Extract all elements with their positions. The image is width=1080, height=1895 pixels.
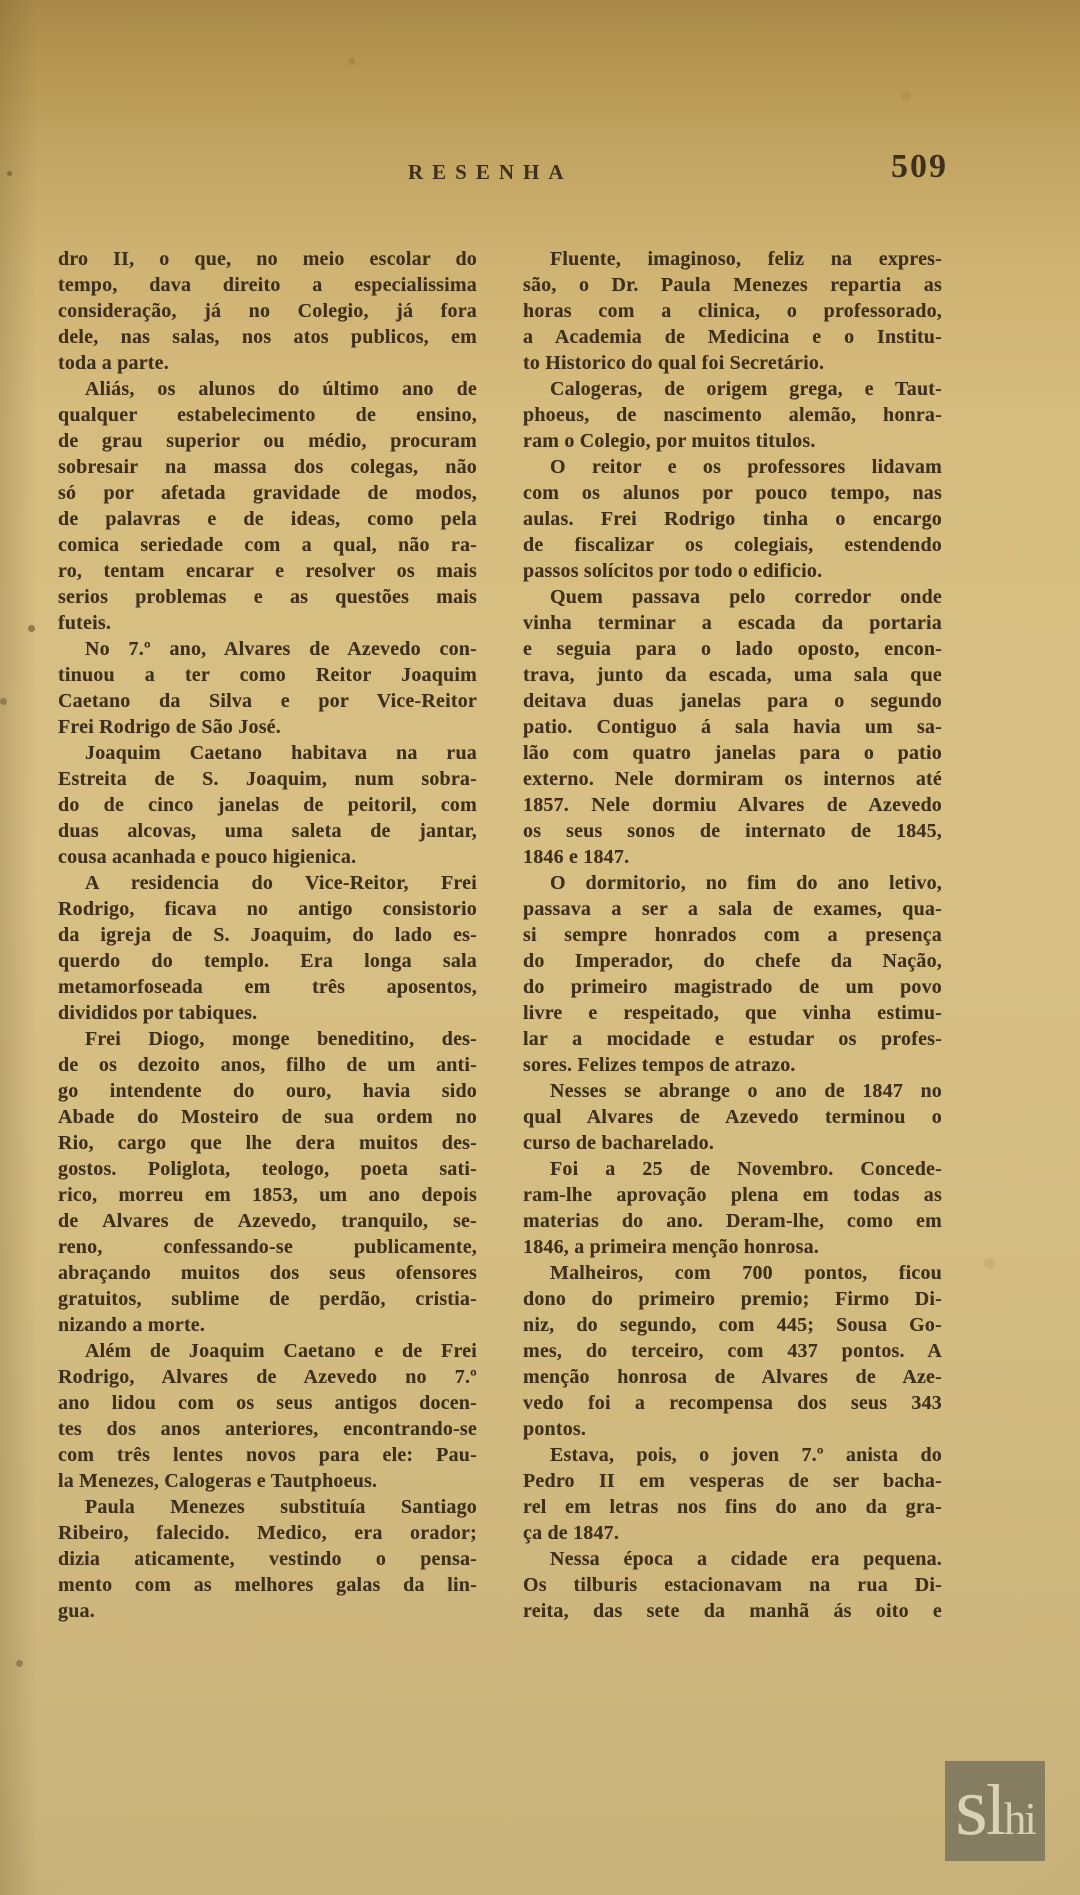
- text-line: rel em letras nos fins do ano da gra-: [523, 1496, 942, 1518]
- watermark-letter-s: s: [955, 1760, 986, 1853]
- text-line: vedo foi a recompensa dos seus 343: [523, 1392, 942, 1414]
- text-line: menção honrosa de Alvares de Aze-: [523, 1366, 942, 1388]
- text-line: abraçando muitos dos seus ofensores: [58, 1262, 477, 1284]
- text-line: qualquer estabelecimento de ensino,: [58, 404, 477, 426]
- text-line: aulas. Frei Rodrigo tinha o encargo: [523, 508, 942, 530]
- text-line: dizia aticamente, vestindo o pensa-: [58, 1548, 477, 1570]
- text-line: la Menezes, Calogeras e Tautphoeus.: [58, 1470, 378, 1492]
- library-stamp-text: [945, 1758, 1045, 1855]
- text-line: de Alvares de Azevedo, tranquilo, se-: [58, 1210, 477, 1232]
- text-line: vinha terminar a escada da portaria: [523, 612, 942, 634]
- text-line: e seguia para o lado oposto, encon-: [523, 638, 942, 660]
- text-line: livre e respeitado, que vinha estimu-: [523, 1002, 942, 1024]
- text-line: 1857. Nele dormiu Alvares de Azevedo: [523, 794, 942, 816]
- text-line: com os alunos por pouco tempo, nas: [523, 482, 942, 504]
- text-line: Nesses se abrange o ano de 1847 no: [550, 1080, 942, 1102]
- text-line: O reitor e os professores lidavam: [550, 456, 942, 478]
- text-line: gua.: [58, 1600, 95, 1622]
- text-line: ro, tentam encarar e resolver os mais: [58, 560, 477, 582]
- text-line: qual Alvares de Azevedo terminou o: [523, 1106, 942, 1128]
- watermark-letters-hi: hi: [1003, 1794, 1035, 1844]
- text-line: serios problemas e as questões mais: [58, 586, 477, 608]
- text-line: 1846, a primeira menção honrosa.: [523, 1236, 820, 1258]
- text-line: horas com a clinica, o professorado,: [523, 300, 942, 322]
- text-line: Foi a 25 de Novembro. Concede-: [550, 1158, 942, 1180]
- text-line: metamorfoseada em três aposentos,: [58, 976, 477, 998]
- text-line: Joaquim Caetano habitava na rua: [85, 742, 477, 764]
- text-line: Nessa época a cidade era pequena.: [550, 1548, 942, 1570]
- text-line: da igreja de S. Joaquim, do lado es-: [58, 924, 477, 946]
- text-line: a Academia de Medicina e o Institu-: [523, 326, 942, 348]
- text-line: Rodrigo, Alvares de Azevedo no 7.º: [58, 1366, 477, 1388]
- paragraph: [523, 376, 942, 454]
- text-columns: [58, 246, 942, 1624]
- text-line: do de cinco janelas de peitoril, com: [58, 794, 477, 816]
- text-line: go intendente do ouro, havia sido: [58, 1080, 477, 1102]
- text-line: dro II, o que, no meio escolar do: [58, 248, 477, 270]
- text-line: passava a ser a sala de exames, qua-: [523, 898, 942, 920]
- text-line: Ribeiro, falecido. Medico, era orador;: [58, 1522, 477, 1544]
- text-line: Abade do Mosteiro de sua ordem no: [58, 1106, 477, 1128]
- paragraph: [523, 1260, 942, 1442]
- text-line: comica seriedade com a qual, não ra-: [58, 534, 477, 556]
- text-line: niz, do segundo, com 445; Sousa Go-: [523, 1314, 942, 1336]
- text-line: consideração, já no Colegio, já fora: [58, 300, 477, 322]
- paragraph: [523, 1546, 942, 1624]
- text-line: pontos.: [523, 1418, 587, 1440]
- text-line: Caetano da Silva e por Vice-Reitor: [58, 690, 477, 712]
- paragraph: [523, 584, 942, 870]
- text-line: de grau superior ou médio, procuram: [58, 430, 477, 452]
- text-line: lar a mocidade e estudar os profes-: [523, 1028, 942, 1050]
- text-line: ram o Colegio, por muitos titulos.: [523, 430, 816, 452]
- text-line: dele, nas salas, nos atos publicos, em: [58, 326, 477, 348]
- text-line: tes dos anos anteriores, encontrando-se: [58, 1418, 477, 1440]
- text-line: de palavras e de ideas, como pela: [58, 508, 477, 530]
- text-line: patio. Contiguo á sala havia um sa-: [523, 716, 942, 738]
- text-line: externo. Nele dormiram os internos até: [523, 768, 942, 790]
- text-line: duas alcovas, uma saleta de jantar,: [58, 820, 477, 842]
- text-line: tempo, dava direito a especialissima: [58, 274, 477, 296]
- text-line: os seus sonos de internato de 1845,: [523, 820, 942, 842]
- paragraph: [523, 1078, 942, 1156]
- text-line: ano lidou com os seus antigos docen-: [58, 1392, 477, 1414]
- text-line: gratuitos, sublime de perdão, cristia-: [58, 1288, 477, 1310]
- text-line: deitava duas janelas para o segundo: [523, 690, 942, 712]
- text-line: só por afetada gravidade de modos,: [58, 482, 477, 504]
- library-stamp: [945, 1761, 1045, 1861]
- text-line: rico, morreu em 1853, um ano depois: [58, 1184, 477, 1206]
- text-line: de os dezoito anos, filho de um anti-: [58, 1054, 477, 1076]
- paragraph: [58, 246, 477, 376]
- scan-artifacts: [0, 0, 3, 3]
- text-line: mes, do terceiro, com 437 pontos. A: [523, 1340, 942, 1362]
- text-line: Além de Joaquim Caetano e de Frei: [85, 1340, 477, 1362]
- text-line: Rio, cargo que lhe dera muitos des-: [58, 1132, 477, 1154]
- text-line: No 7.º ano, Alvares de Azevedo con-: [85, 638, 477, 660]
- text-line: Fluente, imaginoso, feliz na expres-: [550, 248, 942, 270]
- text-line: reita, das sete da manhã ás oito e: [523, 1600, 942, 1622]
- paragraph: [523, 870, 942, 1078]
- text-line: Frei Rodrigo de São José.: [58, 716, 281, 738]
- text-line: Os tilburis estacionavam na rua Di-: [523, 1574, 942, 1596]
- text-line: to Historico do qual foi Secretário.: [523, 352, 825, 374]
- paragraph: [58, 1026, 477, 1338]
- text-line: passos solícitos por todo o edificio.: [523, 560, 823, 582]
- text-line: sobresair na massa dos colegas, não: [58, 456, 477, 478]
- text-line: Frei Diogo, monge beneditino, des-: [85, 1028, 477, 1050]
- paragraph: [58, 740, 477, 870]
- text-line: reno, confessando-se publicamente,: [58, 1236, 477, 1258]
- paragraph: [523, 454, 942, 584]
- text-line: futeis.: [58, 612, 112, 634]
- text-line: Pedro II em vesperas de ser bacha-: [523, 1470, 942, 1492]
- paragraph: [58, 636, 477, 740]
- text-line: do primeiro magistrado de um povo: [523, 976, 942, 998]
- paragraph: [58, 376, 477, 636]
- text-line: toda a parte.: [58, 352, 169, 374]
- text-line: Calogeras, de origem grega, e Taut-: [550, 378, 942, 400]
- text-line: materias do ano. Deram-lhe, como em: [523, 1210, 942, 1232]
- watermark-letter-l: l: [985, 1770, 1004, 1850]
- text-line: si sempre honrados com a presença: [523, 924, 942, 946]
- paragraph: [523, 246, 942, 376]
- text-line: lão com quatro janelas para o patio: [523, 742, 942, 764]
- text-line: de fiscalizar os colegiais, estendendo: [523, 534, 942, 556]
- right-column: [523, 246, 942, 1624]
- text-line: do Imperador, do chefe da Nação,: [523, 950, 942, 972]
- text-line: cousa acanhada e pouco higienica.: [58, 846, 357, 868]
- text-line: nizando a morte.: [58, 1314, 206, 1336]
- paragraph: [58, 870, 477, 1026]
- text-line: divididos por tabiques.: [58, 1002, 258, 1024]
- text-line: phoeus, de nascimento alemão, honra-: [523, 404, 942, 426]
- running-title: RESENHA: [408, 160, 573, 184]
- text-line: gostos. Poliglota, teologo, poeta sati-: [58, 1158, 477, 1180]
- paragraph: [523, 1156, 942, 1260]
- text-line: A residencia do Vice-Reitor, Frei: [85, 872, 477, 894]
- paragraph: [58, 1338, 477, 1494]
- text-line: Malheiros, com 700 pontos, ficou: [550, 1262, 942, 1284]
- left-column: [58, 246, 477, 1624]
- page-number: 509: [891, 148, 948, 185]
- paragraph: [523, 1442, 942, 1546]
- paragraph: [58, 1494, 477, 1624]
- text-line: querdo do templo. Era longa sala: [58, 950, 477, 972]
- text-line: 1846 e 1847.: [523, 846, 630, 868]
- text-line: Estava, pois, o joven 7.º anista do: [550, 1444, 942, 1466]
- text-line: Aliás, os alunos do último ano de: [85, 378, 477, 400]
- text-line: O dormitorio, no fim do ano letivo,: [550, 872, 942, 894]
- text-line: trava, junto da escada, uma sala que: [523, 664, 942, 686]
- text-line: Estreita de S. Joaquim, num sobra-: [58, 768, 477, 790]
- text-line: Rodrigo, ficava no antigo consistorio: [58, 898, 477, 920]
- text-line: curso de bacharelado.: [523, 1132, 715, 1154]
- text-line: ça de 1847.: [523, 1522, 620, 1544]
- text-line: Quem passava pelo corredor onde: [550, 586, 942, 608]
- text-line: ram-lhe aprovação plena em todas as: [523, 1184, 942, 1206]
- text-line: são, o Dr. Paula Menezes repartia as: [523, 274, 942, 296]
- text-line: com três lentes novos para ele: Pau-: [58, 1444, 477, 1466]
- text-line: mento com as melhores galas da lin-: [58, 1574, 477, 1596]
- text-line: dono do primeiro premio; Firmo Di-: [523, 1288, 942, 1310]
- text-line: sores. Felizes tempos de atrazo.: [523, 1054, 796, 1076]
- text-line: Paula Menezes substituía Santiago: [85, 1496, 477, 1518]
- text-line: tinuou a ter como Reitor Joaquim: [58, 664, 477, 686]
